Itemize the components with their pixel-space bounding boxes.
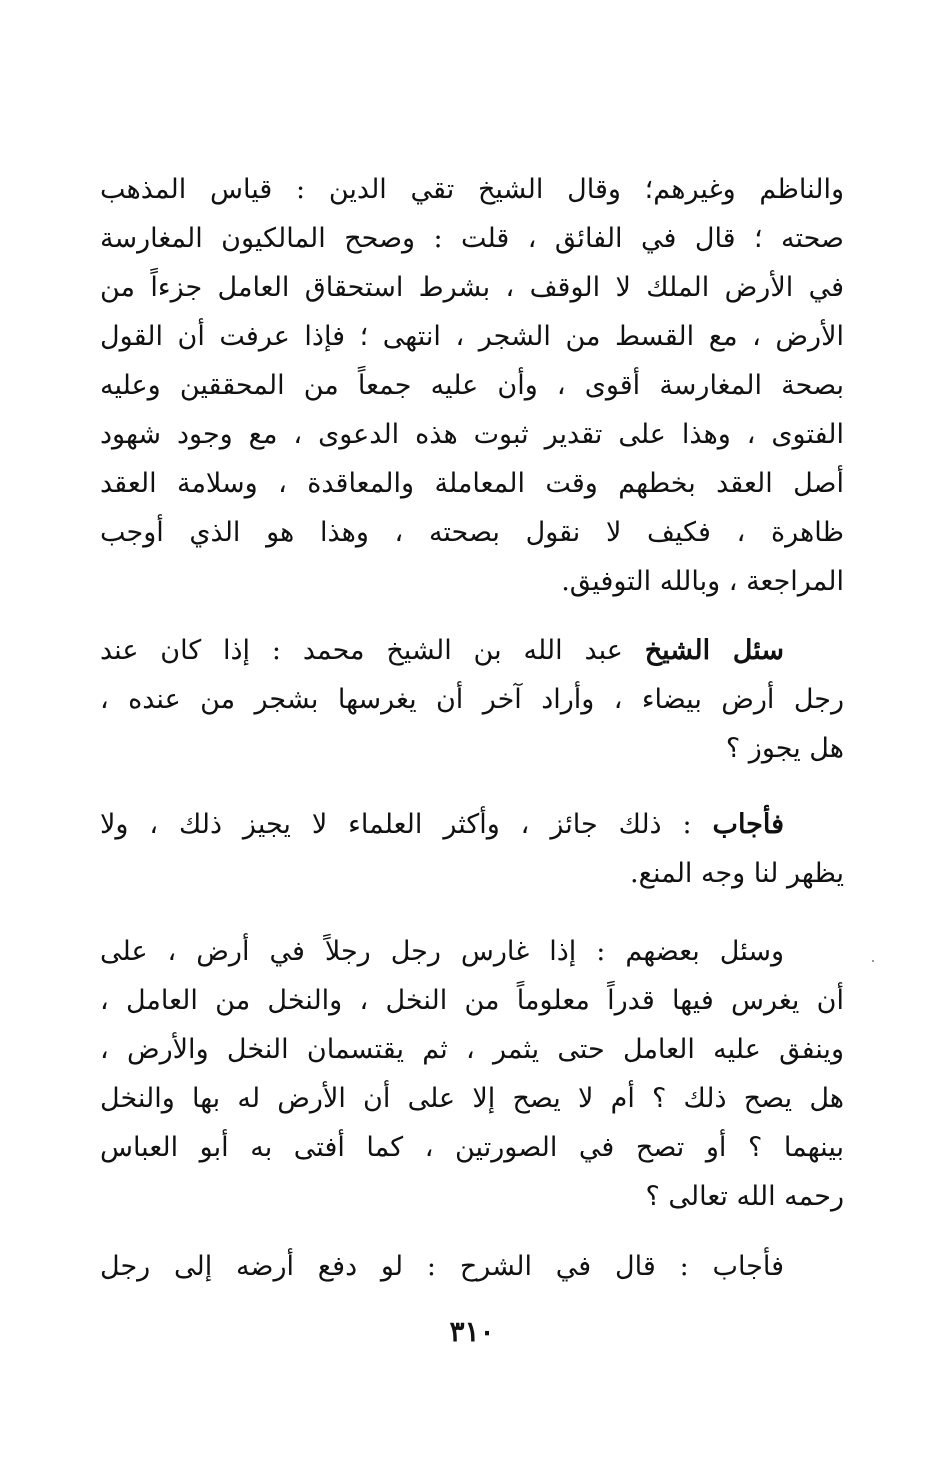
text-line: الأرض ، مع القسط من الشجر ، انتهى ؛ فإذا عرفت أن القول (100, 321, 844, 352)
text-line: ظاهرة ، فكيف لا نقول بصحته ، وهذا هو الذي أوجب (100, 517, 844, 548)
paragraph-continuation (100, 165, 844, 606)
answer-paragraph-2 (100, 1242, 844, 1291)
text-line: بصحة المغارسة أقوى ، وأن عليه جمعاً من المحققين وعليه (100, 370, 844, 401)
question-paragraph (100, 626, 844, 773)
text-line: هل يجوز ؟ (725, 733, 844, 764)
text-line: يظهر لنا وجه المنع. (630, 858, 844, 889)
text-line: وسئل بعضهم : إذا غارس رجل رجلاً في أرض ، على (100, 936, 784, 967)
text-line (100, 626, 844, 675)
text-line: بينهما ؟ أو تصح في الصورتين ، كما أفتى به أبو العباس (100, 1132, 844, 1163)
text-line: الفتوى ، وهذا على تقدير ثبوت هذه الدعوى ، مع وجود شهود (100, 419, 844, 450)
text-line (100, 800, 844, 849)
answer-text: : ذلك جائز ، وأكثر العلماء لا يجيز ذلك ، ولا (100, 809, 713, 840)
text-line: رجل أرض بيضاء ، وأراد آخر أن يغرسها بشجر من عنده ، (100, 684, 844, 715)
text-line: أن يغرس فيها قدراً معلوماً من النخل ، والنخل من العامل ، (100, 985, 844, 1016)
text-line: فأجاب : قال في الشرح : لو دفع أرضه إلى رجل (100, 1251, 784, 1282)
question-text: عبد الله بن الشيخ محمد : إذا كان عند (100, 635, 645, 666)
text-line: أصل العقد بخطهم وقت المعاملة والمعاقدة ، وسلامة العقد (100, 468, 844, 499)
question-lead: سئل الشيخ (644, 635, 784, 666)
text-line: والناظم وغيرهم؛ وقال الشيخ تقي الدين : قياس المذهب (100, 174, 844, 205)
text-line: في الأرض الملك لا الوقف ، بشرط استحقاق العامل جزءاً من (100, 272, 844, 303)
text-line: رحمه الله تعالى ؟ (645, 1181, 844, 1212)
scan-speck (872, 960, 874, 962)
page-number: ٣١٠ (449, 1315, 495, 1348)
question-paragraph-2 (100, 927, 844, 1221)
text-line: وينفق عليه العامل حتى يثمر ، ثم يقتسمان النخل والأرض ، (100, 1034, 844, 1065)
text-line: صحته ؛ قال في الفائق ، قلت : وصحح المالكيون المغارسة (100, 223, 844, 254)
answer-paragraph (100, 800, 844, 898)
answer-lead: فأجاب (712, 809, 784, 840)
text-line: هل يصح ذلك ؟ أم لا يصح إلا على أن الأرض له بها والنخل (100, 1083, 844, 1114)
text-line: المراجعة ، وبالله التوفيق. (561, 566, 844, 597)
